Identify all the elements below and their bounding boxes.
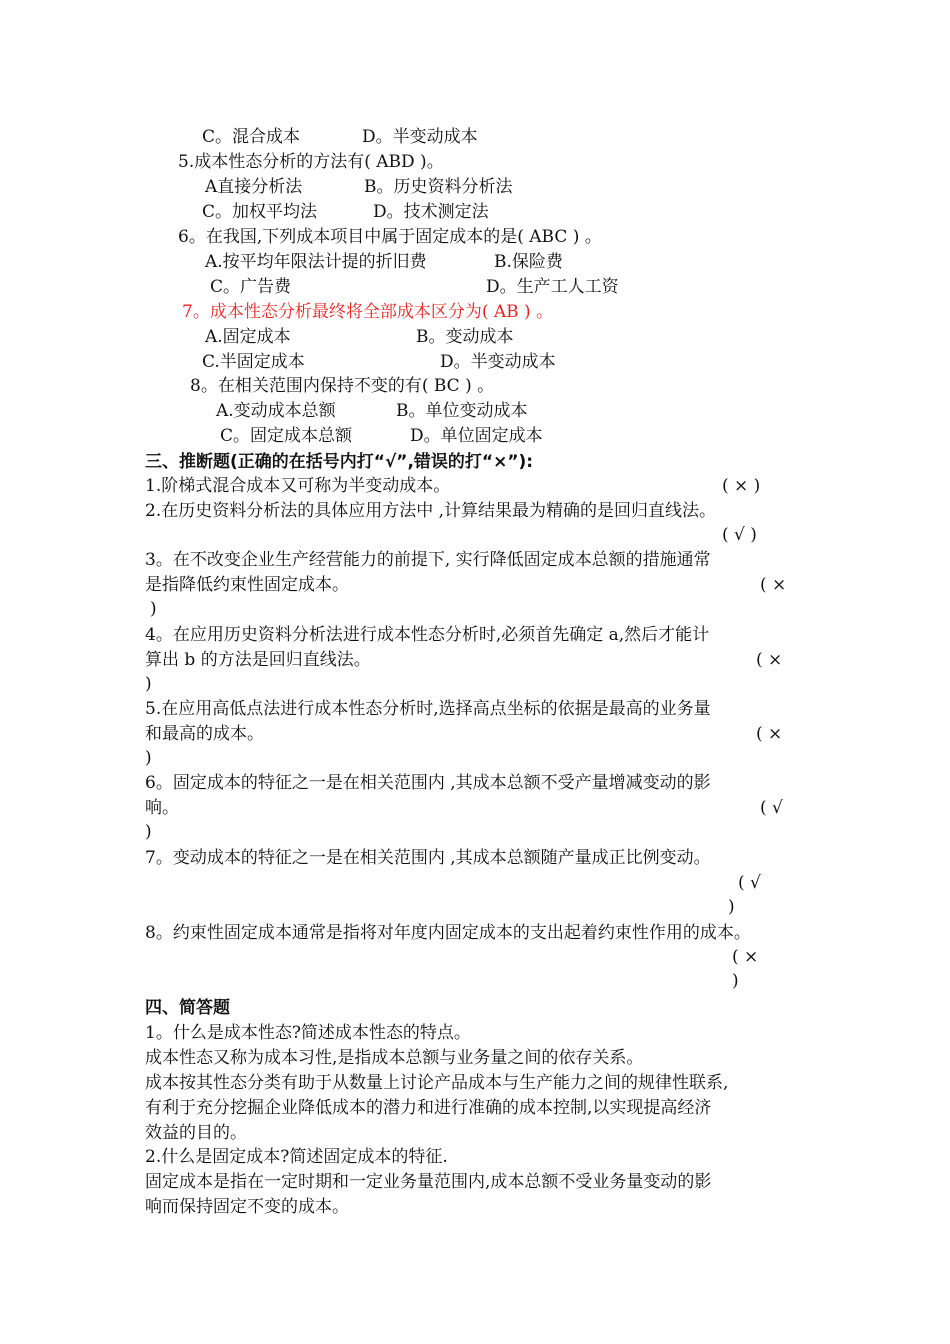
option-text: D。半变动成本 — [362, 127, 478, 147]
answer-text: 响而保持固定不变的成本。 — [145, 1197, 349, 1217]
judgment-item: 5.在应用高低点法进行成本性态分析时,选择高点坐标的依据是最高的业务量 — [145, 699, 711, 719]
section-heading: 三、推断题(正确的在括号内打“√”,错误的打“×”): — [145, 452, 534, 472]
answer-text: 效益的目的。 — [145, 1123, 247, 1143]
judgment-item: 和最高的成本。 — [145, 724, 264, 744]
option-text: B.保险费 — [494, 252, 563, 272]
judgment-answer: ( √ — [760, 798, 783, 818]
judgment-answer: ( √ — [738, 873, 761, 893]
option-text: B。变动成本 — [416, 327, 514, 347]
question-stem: 6。在我国,下列成本项目中属于固定成本的是( ABC ) 。 — [178, 227, 602, 247]
option-text: B。历史资料分析法 — [364, 177, 513, 197]
option-text: C。固定成本总额 — [220, 426, 353, 446]
judgment-answer: ) — [145, 674, 152, 694]
question-stem: 8。在相关范围内保持不变的有( BC ) 。 — [190, 376, 495, 396]
judgment-answer: ( × — [756, 724, 783, 744]
judgment-answer: ( × — [732, 947, 759, 967]
option-text: C.半固定成本 — [202, 352, 305, 372]
option-text: B。单位变动成本 — [396, 401, 528, 421]
option-text: D。单位固定成本 — [410, 426, 543, 446]
judgment-answer: ( × — [760, 575, 787, 595]
option-text: D。半变动成本 — [440, 352, 556, 372]
option-text: C。广告费 — [210, 277, 292, 297]
answer-text: 固定成本是指在一定时期和一定业务量范围内,成本总额不受业务量变动的影 — [145, 1172, 712, 1192]
question-stem: 5.成本性态分析的方法有( ABD )。 — [178, 152, 444, 172]
judgment-answer: ( × ) — [722, 476, 761, 496]
judgment-item: 响。 — [145, 798, 179, 818]
question-stem: 7。成本性态分析最终将全部成本区分为( AB ) 。 — [182, 302, 554, 322]
option-text: A直接分析法 — [205, 177, 303, 197]
option-text: D。技术测定法 — [373, 202, 489, 222]
judgment-item: 7。变动成本的特征之一是在相关范围内 ,其成本总额随产量成正比例变动。 — [145, 848, 711, 868]
answer-text: 有利于充分挖掘企业降低成本的潜力和进行准确的成本控制,以实现提高经济 — [145, 1098, 712, 1118]
judgment-answer: ) — [732, 971, 739, 991]
judgment-answer: ) — [145, 822, 152, 842]
judgment-answer: ) — [145, 748, 152, 768]
judgment-item: 1.阶梯式混合成本又可称为半变动成本。 — [145, 476, 451, 496]
section-heading: 四、简答题 — [145, 998, 230, 1018]
judgment-item: 6。固定成本的特征之一是在相关范围内 ,其成本总额不受产量增减变动的影 — [145, 773, 711, 793]
option-text: A.固定成本 — [205, 327, 291, 347]
judgment-answer: ) — [728, 897, 735, 917]
option-text: C。加权平均法 — [202, 202, 318, 222]
judgment-item: 2.在历史资料分析法的具体应用方法中 ,计算结果最为精确的是回归直线法。 — [145, 501, 717, 521]
option-text: A.变动成本总额 — [216, 401, 336, 421]
judgment-answer: ( × — [756, 650, 783, 670]
judgment-answer: ) — [150, 599, 157, 619]
short-question: 2.什么是固定成本?简述固定成本的特征. — [145, 1147, 448, 1167]
option-text: C。混合成本 — [202, 127, 301, 147]
judgment-item: 算出 b 的方法是回归直线法。 — [145, 650, 371, 670]
judgment-item: 是指降低约束性固定成本。 — [145, 575, 349, 595]
judgment-item: 3。在不改变企业生产经营能力的前提下, 实行降低固定成本总额的措施通常 — [145, 550, 711, 570]
option-text: D。生产工人工资 — [486, 277, 619, 297]
answer-text: 成本按其性态分类有助于从数量上讨论产品成本与生产能力之间的规律性联系, — [145, 1073, 729, 1093]
short-question: 1。什么是成本性态?简述成本性态的特点。 — [145, 1023, 471, 1043]
option-text: A.按平均年限法计提的折旧费 — [205, 252, 427, 272]
judgment-item: 8。约束性固定成本通常是指将对年度内固定成本的支出起着约束性作用的成本。 — [145, 923, 751, 943]
judgment-item: 4。在应用历史资料分析法进行成本性态分析时,必须首先确定 a,然后才能计 — [145, 625, 710, 645]
judgment-answer: ( √ ) — [722, 525, 757, 545]
answer-text: 成本性态又称为成本习性,是指成本总额与业务量之间的依存关系。 — [145, 1048, 644, 1068]
